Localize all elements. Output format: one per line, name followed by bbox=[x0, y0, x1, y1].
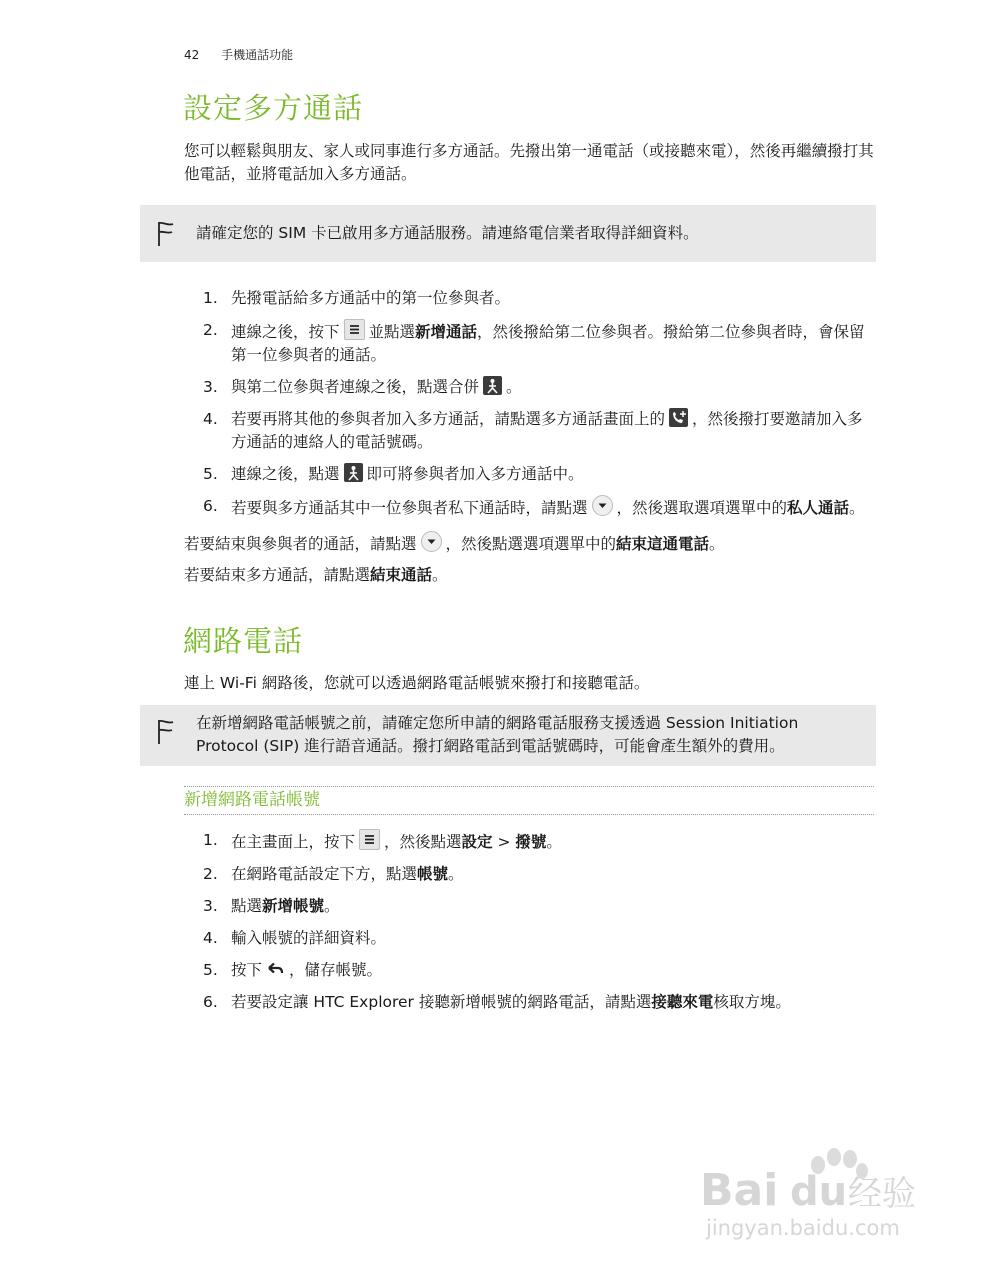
section-title-conference: 設定多方通話 bbox=[183, 91, 364, 125]
conference-steps bbox=[200, 287, 875, 529]
list-item: 3. 與第二位參與者連線之後，點選合併 。 bbox=[203, 378, 522, 396]
list-item: 4. 若要再將其他的參與者加入多方通話，請點選多方通話畫面上的 ，然後撥打要邀請加入多方通話的連絡人的電話號碼。 bbox=[203, 410, 863, 451]
subheading-add-account: 新增網路電話帳號 bbox=[184, 786, 874, 815]
list-item: 5. 按下 ，儲存帳號。 bbox=[203, 961, 383, 979]
merge-call-icon bbox=[344, 463, 363, 482]
note-text: 在新增網路電話帳號之前，請確定您所申請的網路電話服務支援透過 Session Initiation Protocol (SIP) 進行語音通話。撥打網路電話到電話號碼時，可能會產生額外的費用。 bbox=[196, 714, 799, 755]
page-number: 42 bbox=[184, 48, 200, 62]
list-item: 3. 點選新增帳號。 bbox=[203, 897, 340, 915]
list-item: 2. 在網路電話設定下方，點選帳號。 bbox=[203, 865, 464, 883]
section-title-internet-calls: 網路電話 bbox=[183, 624, 304, 658]
watermark-brand-a: Bai bbox=[700, 1165, 779, 1216]
end-conference-text: 若要結束多方通話，請點選結束通話。 bbox=[184, 566, 448, 584]
conference-intro: 您可以輕鬆與朋友、家人或同事進行多方通話。先撥出第一通電話（或接聽來電），然後再繼續撥打其他電話，並將電話加入多方通話。 bbox=[184, 142, 874, 183]
internet-calls-intro: 連上 Wi-Fi 網路後，您就可以透過網路電話帳號來撥打和接聽電話。 bbox=[184, 674, 650, 692]
menu-icon bbox=[359, 829, 380, 850]
baidu-watermark bbox=[700, 1135, 940, 1245]
watermark-brand-b: du bbox=[790, 1169, 848, 1215]
menu-icon bbox=[344, 319, 365, 340]
page-header bbox=[184, 46, 293, 63]
list-item: 1. 先撥電話給多方通話中的第一位參與者。 bbox=[203, 289, 511, 307]
note-box-sip bbox=[140, 705, 876, 766]
note-text: 請確定您的 SIM 卡已啟用多方通話服務。請連絡電信業者取得詳細資料。 bbox=[196, 224, 699, 242]
chapter-title: 手機通話功能 bbox=[221, 48, 294, 62]
watermark-brand-c: 经验 bbox=[848, 1174, 916, 1214]
merge-call-icon bbox=[483, 376, 502, 395]
watermark-url: jingyan.baidu.com bbox=[706, 1216, 900, 1240]
list-item: 4. 輸入帳號的詳細資料。 bbox=[203, 929, 387, 947]
list-item: 1. 在主畫面上，按下 ，然後點選設定 > 撥號。 bbox=[203, 831, 562, 851]
end-participant-text: 若要結束與參與者的通話，請點選 ，然後點選選項選單中的結束這通電話。 bbox=[184, 531, 884, 556]
list-item: 6. 若要設定讓 HTC Explorer 接聽新增帳號的網路電話，請點選接聽來電核取方塊。 bbox=[203, 993, 791, 1011]
list-item: 2. 連線之後，按下 並點選新增通話，然後撥給第二位參與者。撥給第二位參與者時，會保留第一位參與者的通話。 bbox=[203, 321, 865, 364]
note-box-sim bbox=[140, 205, 876, 262]
note-flag-icon bbox=[156, 220, 176, 255]
dropdown-arrow-icon bbox=[592, 495, 613, 516]
list-item: 5. 連線之後，點選 即可將參與者加入多方通話中。 bbox=[203, 465, 584, 483]
list-item: 6. 若要與多方通話其中一位參與者私下通話時，請點選 ，然後選取選項選單中的私人通話。 bbox=[203, 497, 865, 517]
dropdown-arrow-icon bbox=[421, 531, 442, 552]
note-flag-icon bbox=[156, 718, 176, 753]
back-icon bbox=[266, 959, 285, 978]
add-account-steps bbox=[200, 829, 875, 1023]
add-call-icon bbox=[669, 408, 688, 427]
